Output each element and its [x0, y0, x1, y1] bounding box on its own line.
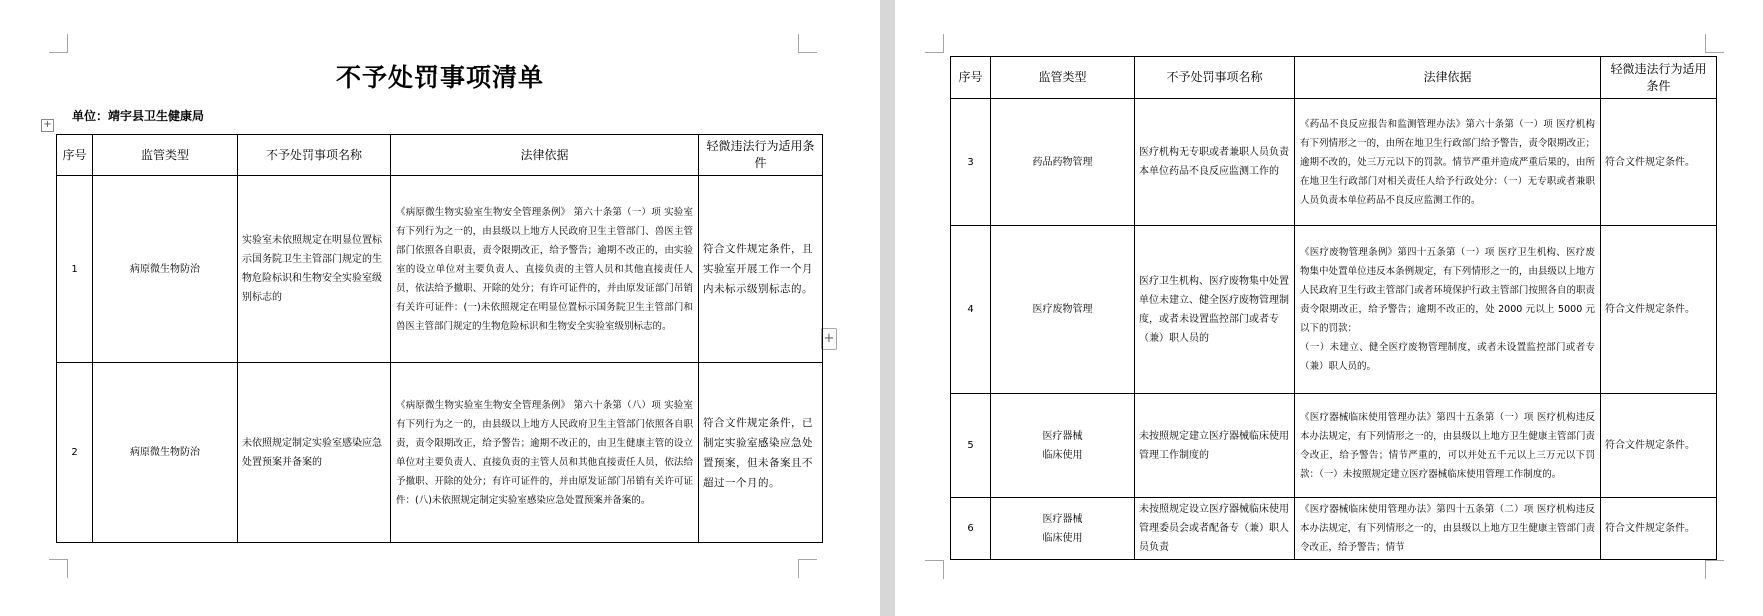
row-type: 病原微生物防治 — [93, 176, 238, 363]
crop-mark-top-right — [1705, 34, 1724, 53]
header-law: 法律依据 — [1295, 57, 1601, 99]
penalty-table-right — [950, 56, 1717, 560]
table-row — [951, 394, 1717, 498]
table-row — [57, 363, 823, 543]
row-item: 实验室未依照规定在明显位置标示国务院卫生主管部门规定的生物危险标识和生物安全实验室级别标志的 — [238, 176, 391, 363]
row-condition: 符合文件规定条件，已制定实验室感染应急处置预案，但未备案且不超过一个月的。 — [699, 363, 823, 543]
table-row — [951, 498, 1717, 560]
crop-mark-top-right — [798, 34, 817, 53]
crop-mark-top-left — [49, 34, 68, 53]
table-header-row — [951, 57, 1717, 99]
header-law: 法律依据 — [391, 135, 699, 176]
document-title: 不予处罚事项清单 — [335, 63, 544, 92]
table-row — [951, 99, 1717, 226]
row-item: 未按照规定建立医疗器械临床使用管理工作制度的 — [1135, 394, 1295, 498]
row-item: 医疗机构无专职或者兼职人员负责本单位药品不良反应监测工作的 — [1135, 99, 1295, 226]
table-row — [57, 176, 823, 363]
row-condition: 符合文件规定条件。 — [1601, 99, 1717, 226]
penalty-table-left — [56, 134, 823, 543]
row-item: 未依照规定制定实验室感染应急处置预案并备案的 — [238, 363, 391, 543]
row-law: 《医疗器械临床使用管理办法》第四十五条第（二）项 医疗机构违反本办法规定，有下列情形之一的，由县级以上地方卫生健康主管部门责令改正，给予警告；情节 — [1295, 498, 1601, 560]
row-condition: 符合文件规定条件。 — [1601, 394, 1717, 498]
crop-mark-bottom-left — [925, 560, 944, 579]
crop-mark-top-left — [925, 34, 944, 53]
document-page-left — [0, 0, 880, 616]
row-no: 3 — [951, 99, 991, 226]
row-type: 医疗废物管理 — [991, 226, 1135, 394]
page-separator — [880, 0, 895, 616]
crop-mark-bottom-right — [1705, 560, 1724, 579]
table-row — [951, 226, 1717, 394]
table-move-handle-icon[interactable]: + — [41, 119, 54, 132]
row-type: 医疗器械 临床使用 — [991, 394, 1135, 498]
header-condition: 轻微违法行为适用条件 — [699, 135, 823, 176]
row-type: 病原微生物防治 — [93, 363, 238, 543]
crop-mark-bottom-right — [798, 559, 817, 578]
table-add-row-icon[interactable]: + — [821, 328, 837, 350]
header-no: 序号 — [57, 135, 93, 176]
row-no: 5 — [951, 394, 991, 498]
row-law: 《病原微生物实验室生物安全管理条例》 第六十条第（八）项 实验室有下列行为之一的，由县级以上地方人民政府卫生主管部门依照各自职责，责令限期改正，给予警告；逾期不改正的，由卫生健康主管的设立单位对主要负责人、直接负责的主管人员和其他直接责任人员，依法给予撤职、开除的处分；有许可证件的，并由原发证部门吊销有关许可证件：(八)未依照规定制定实验室感染应急处置预案并备案的。 — [391, 363, 699, 543]
crop-mark-bottom-left — [49, 559, 68, 578]
row-law: 《医疗废物管理条例》第四十五条第（一）项 医疗卫生机构、医疗废物集中处置单位违反本条例规定，有下列情形之一的，由县级以上地方人民政府卫生行政主管部门或者环境保护行政主管部门按照各自的职责责令限期改正，给予警告；逾期不改正的，处 2000 元以上 5000 元以下的罚款： （一）未建立、健全医疗废物管理制度，或者未设置监控部门或者专（兼）职人员的。 — [1295, 226, 1601, 394]
table-header-row — [57, 135, 823, 176]
row-no: 1 — [57, 176, 93, 363]
row-condition: 符合文件规定条件。 — [1601, 498, 1717, 560]
unit-label: 单位：靖宇县卫生健康局 — [72, 109, 205, 123]
row-law: 《药品不良反应报告和监测管理办法》第六十条第（一）项 医疗机构有下列情形之一的，由所在地卫生行政部门给予警告，责令限期改正；逾期不改的，处三万元以下的罚款。情节严重并造成严重后果的，由所在地卫生行政部门对相关责任人给予行政处分：（一）无专职或者兼职人员负责本单位药品不良反应监测工作的。 — [1295, 99, 1601, 226]
row-law: 《病原微生物实验室生物安全管理条例》 第六十条第（一）项 实验室有下列行为之一的，由县级以上地方人民政府卫生主管部门、兽医主管部门依照各自职责，责令限期改正，给予警告；逾期不改正的，由实验室的设立单位对主要负责人、直接负责的主管人员和其他直接责任人员，依法给予撤职、开除的处分；有许可证件的，并由原发证部门吊销有关许可证件：(一)未依照规定在明显位置标示国务院卫生主管部门和兽医主管部门规定的生物危险标识和生物安全实验室级别标志的。 — [391, 176, 699, 363]
row-condition: 符合文件规定条件，且实验室开展工作一个月内未标示级别标志的。 — [699, 176, 823, 363]
header-type: 监管类型 — [991, 57, 1135, 99]
header-no: 序号 — [951, 57, 991, 99]
row-no: 2 — [57, 363, 93, 543]
row-type: 药品药物管理 — [991, 99, 1135, 226]
row-item: 医疗卫生机构、医疗废物集中处置单位未建立、健全医疗废物管理制度，或者未设置监控部门或者专（兼）职人员的 — [1135, 226, 1295, 394]
row-no: 6 — [951, 498, 991, 560]
row-type: 医疗器械 临床使用 — [991, 498, 1135, 560]
row-law: 《医疗器械临床使用管理办法》第四十五条第（一）项 医疗机构违反本办法规定，有下列情形之一的，由县级以上地方卫生健康主管部门责令改正，给予警告；情节严重的，可以并处五千元以上三万元以下罚款：（一）未按照规定建立医疗器械临床使用管理工作制度的。 — [1295, 394, 1601, 498]
header-condition: 轻微违法行为适用条件 — [1601, 57, 1717, 99]
row-no: 4 — [951, 226, 991, 394]
header-item: 不予处罚事项名称 — [1135, 57, 1295, 99]
header-item: 不予处罚事项名称 — [238, 135, 391, 176]
header-type: 监管类型 — [93, 135, 238, 176]
row-item: 未按照规定设立医疗器械临床使用管理委员会或者配备专（兼）职人员负责 — [1135, 498, 1295, 560]
row-condition: 符合文件规定条件。 — [1601, 226, 1717, 394]
